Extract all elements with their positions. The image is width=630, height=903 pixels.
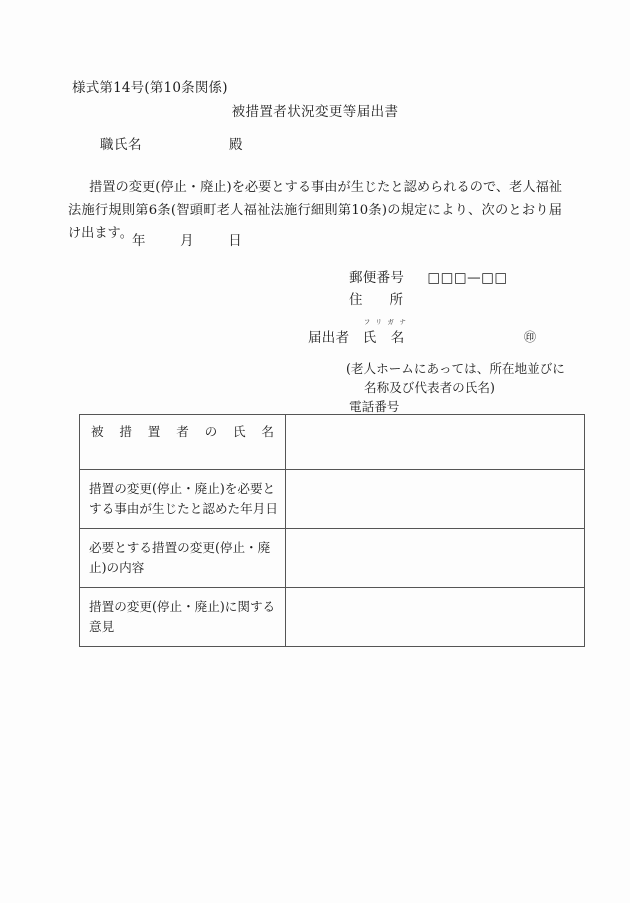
- postal-code-line: [349, 266, 508, 286]
- date-day-label: 日: [228, 233, 242, 249]
- date-month-label: 月: [180, 233, 194, 249]
- facility-note-line-1: (老人ホームにあっては、所在地並びに: [346, 361, 565, 376]
- name-field-with-furigana: [362, 318, 412, 346]
- table-row-label-text: 措置の変更(停止・廃止)を必要とする事由が生じたと認めた年月日: [89, 481, 278, 516]
- submitter-name-row: [308, 318, 412, 346]
- body-paragraph: 措置の変更(停止・廃止)を必要とする事由が生じたと認められるので、老人福祉法施行規則第6条(智頭町老人福祉法施行細則第10条)の規定により、次のとおり届け出ます。: [68, 180, 562, 241]
- addressee-title: 職氏名: [100, 137, 142, 153]
- form-number: 様式第14号(第10条関係): [72, 80, 228, 96]
- table-row-label-text: 措置の変更(停止・廃止)に関する意見: [89, 599, 276, 634]
- table-row-label-text: 必要とする措置の変更(停止・廃止)の内容: [89, 540, 271, 575]
- table-row-value[interactable]: [286, 529, 585, 588]
- table-row-value[interactable]: [286, 588, 585, 647]
- table-row-label: [80, 470, 286, 529]
- date-year-label: 年: [132, 233, 146, 249]
- document-title: 被措置者状況変更等届出書: [231, 104, 399, 120]
- table-row-label-text: 被措置者の氏名: [91, 424, 274, 439]
- seal-stamp-icon: ㊞: [524, 330, 537, 344]
- table-row: [80, 415, 585, 470]
- table-row: [80, 470, 585, 529]
- date-line: [132, 229, 242, 249]
- table-row-value[interactable]: [286, 415, 585, 470]
- table-row-value[interactable]: [286, 470, 585, 529]
- furigana-annotation: フリガナ: [363, 318, 412, 326]
- address-label: 住 所: [349, 292, 403, 308]
- facility-note-line-2: 名称及び代表者の氏名): [364, 380, 495, 395]
- table-row-label: [80, 415, 286, 470]
- form-table: [79, 414, 585, 647]
- table-row: [80, 529, 585, 588]
- addressee-honorific: 殿: [229, 137, 243, 153]
- table-row-label: [80, 588, 286, 647]
- name-label: 氏 名: [362, 330, 405, 346]
- table-row-label: [80, 529, 286, 588]
- submitter-label: 届出者: [308, 330, 350, 346]
- postal-code-boxes: □□□—□□: [427, 270, 508, 286]
- table-row: [80, 588, 585, 647]
- telephone-label: 電話番号: [349, 399, 400, 414]
- postal-code-label: 郵便番号: [349, 270, 405, 286]
